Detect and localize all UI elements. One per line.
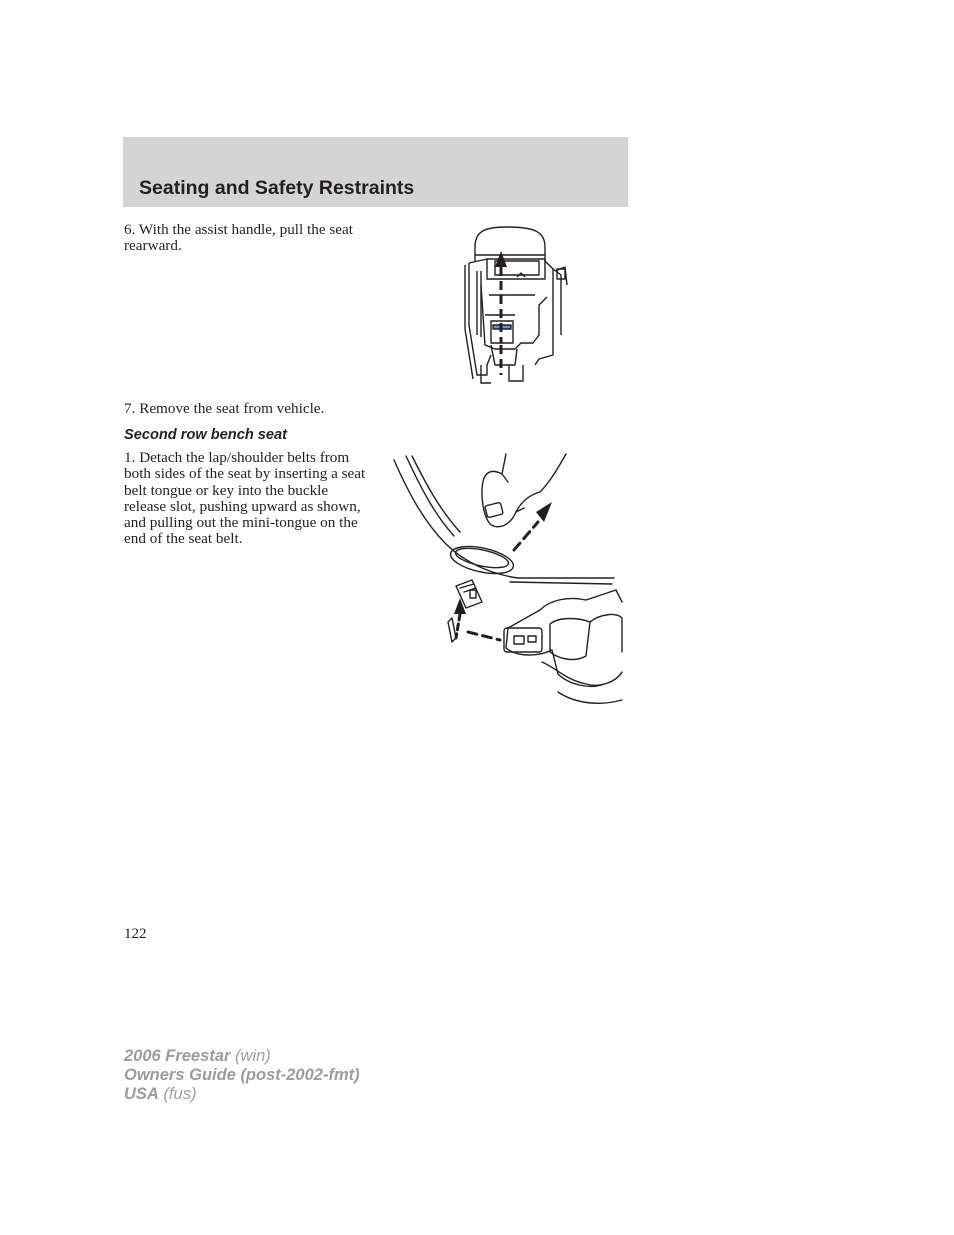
- subheading-second-row: Second row bench seat: [124, 427, 288, 443]
- step-6-text: 6. With the assist handle, pull the seat rearward.: [124, 221, 353, 255]
- section-header: [123, 137, 628, 207]
- footer-line-3: [124, 1085, 360, 1104]
- footer-line-1: [124, 1047, 360, 1066]
- seat-rearward-illustration: [455, 225, 575, 387]
- footer-line-2: Owners Guide (post-2002-fmt): [124, 1066, 360, 1084]
- footer-metadata: [124, 1047, 360, 1104]
- page-number: 122: [124, 926, 147, 942]
- step-1-text: 1. Detach the lap/shoulder belts from both sides of the seat by inserting a seat belt tongue or key into the buckle release slot, pushing upward as shown, and pulling out the mini-tongue on the end of the seat belt.: [124, 449, 366, 548]
- footer-model-code: (win): [235, 1047, 271, 1065]
- step-7-text: 7. Remove the seat from vehicle.: [124, 400, 325, 417]
- footer-market-code: (fus): [163, 1085, 197, 1103]
- footer-model: 2006 Freestar: [124, 1047, 231, 1065]
- section-title: Seating and Safety Restraints: [139, 177, 415, 199]
- footer-market: USA: [124, 1085, 159, 1103]
- seatbelt-detach-illustration: [390, 452, 628, 712]
